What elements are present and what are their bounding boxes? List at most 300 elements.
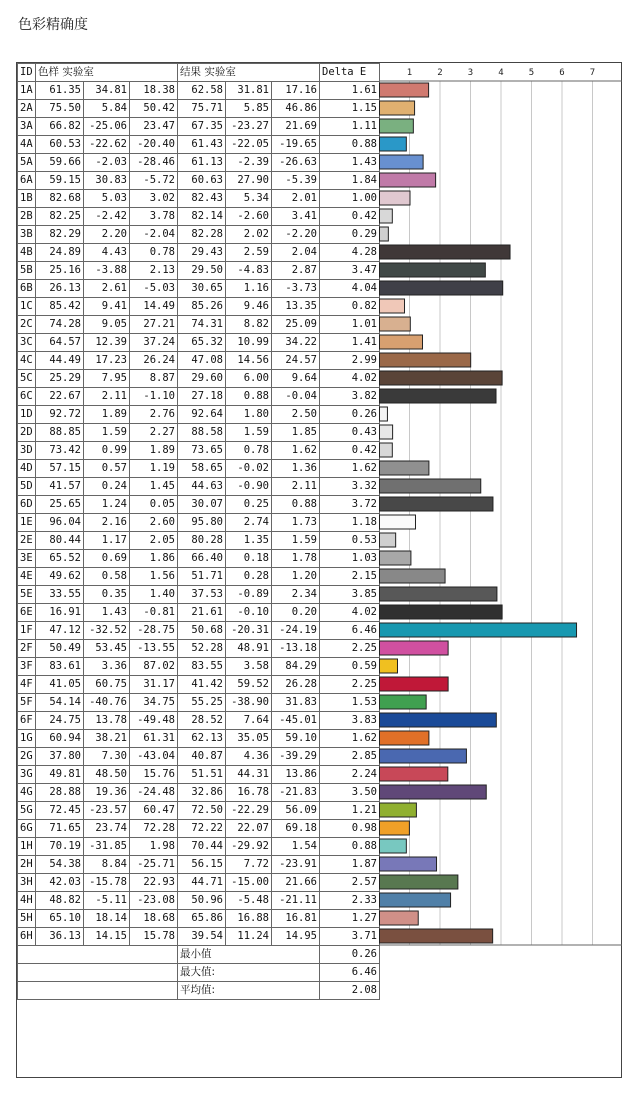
cell-sample-l: 59.15 (36, 172, 84, 190)
cell-sample-a: 1.43 (84, 604, 130, 622)
bar-4C (380, 353, 471, 367)
table-row (18, 586, 380, 604)
summary-empty-cell (18, 964, 178, 982)
cell-sample-l: 60.94 (36, 730, 84, 748)
cell-result-b: -5.39 (272, 172, 320, 190)
cell-sample-b: 1.40 (130, 586, 178, 604)
color-accuracy-table (17, 63, 380, 1000)
table-row (18, 208, 380, 226)
cell-result-b: -3.73 (272, 280, 320, 298)
cell-sample-b: -20.40 (130, 136, 178, 154)
bar-3A (380, 119, 414, 133)
cell-delta-e: 3.85 (320, 586, 380, 604)
cell-result-a: 8.82 (226, 316, 272, 334)
cell-result-l: 50.68 (178, 622, 226, 640)
cell-result-a: 1.16 (226, 280, 272, 298)
cell-result-b: -23.91 (272, 856, 320, 874)
cell-result-b: 56.09 (272, 802, 320, 820)
cell-sample-l: 44.49 (36, 352, 84, 370)
cell-result-b: 59.10 (272, 730, 320, 748)
cell-id: 2H (18, 856, 36, 874)
cell-result-b: -0.04 (272, 388, 320, 406)
x-tick-label: 6 (559, 68, 565, 78)
cell-delta-e: 6.46 (320, 622, 380, 640)
cell-sample-a: 2.11 (84, 388, 130, 406)
cell-delta-e: 1.41 (320, 334, 380, 352)
cell-result-b: 31.83 (272, 694, 320, 712)
cell-sample-l: 82.25 (36, 208, 84, 226)
cell-result-b: -2.20 (272, 226, 320, 244)
cell-result-l: 82.28 (178, 226, 226, 244)
cell-sample-b: 0.78 (130, 244, 178, 262)
cell-result-a: 48.91 (226, 640, 272, 658)
cell-sample-l: 80.44 (36, 532, 84, 550)
cell-result-l: 61.13 (178, 154, 226, 172)
bar-3G (380, 767, 448, 781)
table-row (18, 604, 380, 622)
cell-sample-b: 37.24 (130, 334, 178, 352)
cell-delta-e: 1.62 (320, 730, 380, 748)
cell-sample-l: 41.05 (36, 676, 84, 694)
summary-value: 2.08 (320, 982, 380, 1000)
cell-result-b: 1.36 (272, 460, 320, 478)
cell-result-b: 0.20 (272, 604, 320, 622)
cell-sample-a: 30.83 (84, 172, 130, 190)
cell-result-a: 22.07 (226, 820, 272, 838)
cell-delta-e: 2.25 (320, 676, 380, 694)
cell-delta-e: 1.84 (320, 172, 380, 190)
cell-sample-l: 65.10 (36, 910, 84, 928)
cell-sample-a: 12.39 (84, 334, 130, 352)
cell-sample-l: 54.38 (36, 856, 84, 874)
table-row (18, 406, 380, 424)
cell-sample-b: 8.87 (130, 370, 178, 388)
cell-id: 6G (18, 820, 36, 838)
cell-id: 6A (18, 172, 36, 190)
table-row (18, 568, 380, 586)
cell-sample-b: 15.76 (130, 766, 178, 784)
cell-result-a: 27.90 (226, 172, 272, 190)
cell-sample-a: -2.03 (84, 154, 130, 172)
cell-result-b: -13.18 (272, 640, 320, 658)
table-row (18, 658, 380, 676)
table-row (18, 226, 380, 244)
cell-sample-b: 60.47 (130, 802, 178, 820)
cell-sample-l: 54.14 (36, 694, 84, 712)
cell-result-b: 2.11 (272, 478, 320, 496)
cell-sample-b: 23.47 (130, 118, 178, 136)
cell-sample-l: 26.13 (36, 280, 84, 298)
cell-result-a: 1.59 (226, 424, 272, 442)
cell-sample-a: -25.06 (84, 118, 130, 136)
cell-id: 5C (18, 370, 36, 388)
bar-2D (380, 425, 393, 439)
cell-sample-a: 3.36 (84, 658, 130, 676)
cell-sample-l: 49.62 (36, 568, 84, 586)
table-row (18, 892, 380, 910)
cell-result-a: 0.25 (226, 496, 272, 514)
cell-result-l: 72.50 (178, 802, 226, 820)
cell-sample-l: 25.29 (36, 370, 84, 388)
bar-4H (380, 893, 451, 907)
bar-4G (380, 785, 487, 799)
bar-2C (380, 317, 411, 331)
cell-id: 3C (18, 334, 36, 352)
cell-result-a: 6.00 (226, 370, 272, 388)
bar-5F (380, 695, 427, 709)
cell-sample-b: 2.27 (130, 424, 178, 442)
cell-result-l: 51.51 (178, 766, 226, 784)
summary-label: 最大值: (178, 964, 320, 982)
cell-sample-l: 22.67 (36, 388, 84, 406)
bar-1A (380, 83, 429, 97)
bar-4E (380, 569, 446, 583)
bar-6C (380, 389, 497, 403)
delta-e-bar-chart (379, 63, 622, 1077)
cell-result-b: 0.88 (272, 496, 320, 514)
cell-sample-b: 2.60 (130, 514, 178, 532)
cell-id: 4C (18, 352, 36, 370)
cell-sample-a: -2.42 (84, 208, 130, 226)
table-row (18, 262, 380, 280)
cell-result-b: 34.22 (272, 334, 320, 352)
bar-3H (380, 875, 458, 889)
cell-sample-b: -23.08 (130, 892, 178, 910)
cell-id: 3E (18, 550, 36, 568)
cell-result-a: 2.74 (226, 514, 272, 532)
cell-delta-e: 1.43 (320, 154, 380, 172)
cell-sample-b: 1.45 (130, 478, 178, 496)
cell-result-a: 10.99 (226, 334, 272, 352)
cell-sample-b: -5.03 (130, 280, 178, 298)
cell-result-a: 5.85 (226, 100, 272, 118)
cell-result-l: 29.50 (178, 262, 226, 280)
cell-sample-l: 25.65 (36, 496, 84, 514)
cell-id: 1H (18, 838, 36, 856)
bar-3B (380, 227, 389, 241)
cell-sample-l: 70.19 (36, 838, 84, 856)
cell-delta-e: 1.21 (320, 802, 380, 820)
cell-result-l: 21.61 (178, 604, 226, 622)
cell-sample-b: 3.78 (130, 208, 178, 226)
cell-delta-e: 4.02 (320, 604, 380, 622)
cell-sample-a: 2.20 (84, 226, 130, 244)
cell-result-l: 82.43 (178, 190, 226, 208)
cell-delta-e: 0.82 (320, 298, 380, 316)
bar-1G (380, 731, 429, 745)
table-row (18, 766, 380, 784)
cell-sample-a: 8.84 (84, 856, 130, 874)
cell-result-l: 39.54 (178, 928, 226, 946)
cell-result-b: 1.78 (272, 550, 320, 568)
cell-sample-a: 2.16 (84, 514, 130, 532)
cell-sample-a: 7.30 (84, 748, 130, 766)
cell-id: 4B (18, 244, 36, 262)
cell-delta-e: 1.15 (320, 100, 380, 118)
cell-result-a: 7.72 (226, 856, 272, 874)
cell-sample-a: 9.05 (84, 316, 130, 334)
cell-sample-a: -31.85 (84, 838, 130, 856)
cell-sample-a: 17.23 (84, 352, 130, 370)
cell-result-a: 1.80 (226, 406, 272, 424)
cell-delta-e: 3.32 (320, 478, 380, 496)
x-tick-label: 7 (589, 68, 596, 78)
cell-result-b: -19.65 (272, 136, 320, 154)
table-row (18, 118, 380, 136)
cell-sample-a: -22.62 (84, 136, 130, 154)
table-row (18, 640, 380, 658)
cell-sample-a: -40.76 (84, 694, 130, 712)
cell-result-l: 65.32 (178, 334, 226, 352)
cell-sample-a: 48.50 (84, 766, 130, 784)
bar-6B (380, 281, 503, 295)
cell-result-l: 30.65 (178, 280, 226, 298)
cell-sample-l: 96.04 (36, 514, 84, 532)
cell-id: 5H (18, 910, 36, 928)
cell-sample-b: 1.86 (130, 550, 178, 568)
table-row (18, 154, 380, 172)
cell-sample-l: 25.16 (36, 262, 84, 280)
cell-result-b: 1.85 (272, 424, 320, 442)
cell-sample-b: -25.71 (130, 856, 178, 874)
cell-result-b: 13.35 (272, 298, 320, 316)
cell-sample-l: 42.03 (36, 874, 84, 892)
table-row (18, 928, 380, 946)
cell-id: 2A (18, 100, 36, 118)
cell-id: 4D (18, 460, 36, 478)
cell-result-l: 52.28 (178, 640, 226, 658)
cell-id: 6H (18, 928, 36, 946)
table-row (18, 550, 380, 568)
cell-id: 2C (18, 316, 36, 334)
cell-result-b: 1.54 (272, 838, 320, 856)
table-row (18, 496, 380, 514)
cell-sample-b: 34.75 (130, 694, 178, 712)
cell-sample-l: 33.55 (36, 586, 84, 604)
cell-sample-b: 14.49 (130, 298, 178, 316)
cell-delta-e: 0.53 (320, 532, 380, 550)
cell-delta-e: 2.33 (320, 892, 380, 910)
cell-delta-e: 1.53 (320, 694, 380, 712)
cell-sample-a: 1.17 (84, 532, 130, 550)
cell-result-b: 14.95 (272, 928, 320, 946)
table-row (18, 910, 380, 928)
cell-id: 1F (18, 622, 36, 640)
cell-id: 1G (18, 730, 36, 748)
color-accuracy-sheet (16, 62, 622, 1078)
bar-2F (380, 641, 449, 655)
cell-id: 2G (18, 748, 36, 766)
cell-sample-a: 0.58 (84, 568, 130, 586)
bar-1E (380, 515, 416, 529)
cell-id: 3D (18, 442, 36, 460)
cell-result-b: 1.20 (272, 568, 320, 586)
cell-result-a: -23.27 (226, 118, 272, 136)
bar-2E (380, 533, 396, 547)
cell-result-l: 88.58 (178, 424, 226, 442)
cell-result-l: 72.22 (178, 820, 226, 838)
table-row (18, 352, 380, 370)
table-row (18, 532, 380, 550)
cell-sample-l: 83.61 (36, 658, 84, 676)
table-row (18, 442, 380, 460)
summary-label: 最小值 (178, 946, 320, 964)
bar-5H (380, 911, 419, 925)
cell-sample-l: 41.57 (36, 478, 84, 496)
cell-sample-a: 19.36 (84, 784, 130, 802)
cell-sample-a: 53.45 (84, 640, 130, 658)
cell-result-b: 2.04 (272, 244, 320, 262)
cell-delta-e: 1.03 (320, 550, 380, 568)
cell-result-l: 55.25 (178, 694, 226, 712)
cell-delta-e: 3.82 (320, 388, 380, 406)
cell-id: 4G (18, 784, 36, 802)
cell-sample-a: 1.89 (84, 406, 130, 424)
cell-result-b: 1.59 (272, 532, 320, 550)
cell-result-l: 75.71 (178, 100, 226, 118)
bar-2A (380, 101, 415, 115)
bar-5B (380, 263, 486, 277)
summary-row (18, 964, 380, 982)
cell-result-b: -39.29 (272, 748, 320, 766)
cell-id: 5B (18, 262, 36, 280)
cell-result-a: -4.83 (226, 262, 272, 280)
cell-result-l: 32.86 (178, 784, 226, 802)
cell-id: 1A (18, 82, 36, 100)
table-row (18, 784, 380, 802)
summary-empty-cell (18, 982, 178, 1000)
cell-result-a: 44.31 (226, 766, 272, 784)
cell-id: 5E (18, 586, 36, 604)
table-row (18, 694, 380, 712)
cell-result-b: 16.81 (272, 910, 320, 928)
cell-delta-e: 2.24 (320, 766, 380, 784)
bar-4A (380, 137, 407, 151)
cell-id: 5F (18, 694, 36, 712)
bar-2B (380, 209, 393, 223)
cell-sample-a: 1.24 (84, 496, 130, 514)
cell-delta-e: 1.62 (320, 460, 380, 478)
cell-sample-l: 50.49 (36, 640, 84, 658)
cell-delta-e: 3.72 (320, 496, 380, 514)
cell-sample-l: 36.13 (36, 928, 84, 946)
cell-result-l: 40.87 (178, 748, 226, 766)
cell-result-l: 74.31 (178, 316, 226, 334)
cell-sample-l: 64.57 (36, 334, 84, 352)
cell-id: 1D (18, 406, 36, 424)
cell-result-l: 56.15 (178, 856, 226, 874)
bar-6D (380, 497, 493, 511)
cell-result-a: 16.78 (226, 784, 272, 802)
cell-sample-b: 26.24 (130, 352, 178, 370)
table-row (18, 424, 380, 442)
cell-sample-b: 22.93 (130, 874, 178, 892)
cell-sample-l: 85.42 (36, 298, 84, 316)
cell-id: 1B (18, 190, 36, 208)
summary-value: 0.26 (320, 946, 380, 964)
summary-row (18, 982, 380, 1000)
cell-result-l: 95.80 (178, 514, 226, 532)
cell-id: 2F (18, 640, 36, 658)
cell-delta-e: 2.57 (320, 874, 380, 892)
cell-result-b: 2.87 (272, 262, 320, 280)
cell-id: 6C (18, 388, 36, 406)
bar-6F (380, 713, 497, 727)
cell-id: 1C (18, 298, 36, 316)
table-row (18, 190, 380, 208)
table-row (18, 514, 380, 532)
cell-sample-l: 60.53 (36, 136, 84, 154)
cell-result-l: 65.86 (178, 910, 226, 928)
summary-row (18, 946, 380, 964)
cell-sample-a: 0.24 (84, 478, 130, 496)
cell-result-l: 62.13 (178, 730, 226, 748)
cell-sample-a: 9.41 (84, 298, 130, 316)
table-row (18, 298, 380, 316)
bar-3D (380, 443, 393, 457)
cell-id: 5A (18, 154, 36, 172)
cell-result-b: 46.86 (272, 100, 320, 118)
cell-result-b: 3.41 (272, 208, 320, 226)
cell-result-b: 1.62 (272, 442, 320, 460)
cell-id: 5G (18, 802, 36, 820)
cell-result-a: -0.02 (226, 460, 272, 478)
x-tick-label: 5 (528, 68, 535, 78)
bar-1B (380, 191, 411, 205)
table-row (18, 172, 380, 190)
cell-delta-e: 4.28 (320, 244, 380, 262)
cell-sample-a: 60.75 (84, 676, 130, 694)
cell-result-b: 84.29 (272, 658, 320, 676)
cell-sample-l: 47.12 (36, 622, 84, 640)
table-row (18, 460, 380, 478)
bar-1H (380, 839, 407, 853)
cell-result-l: 82.14 (178, 208, 226, 226)
cell-id: 1E (18, 514, 36, 532)
cell-sample-b: 3.02 (130, 190, 178, 208)
cell-delta-e: 1.11 (320, 118, 380, 136)
cell-result-b: 1.73 (272, 514, 320, 532)
cell-sample-a: 2.61 (84, 280, 130, 298)
cell-sample-b: 15.78 (130, 928, 178, 946)
cell-sample-b: -1.10 (130, 388, 178, 406)
cell-result-l: 28.52 (178, 712, 226, 730)
cell-result-l: 66.40 (178, 550, 226, 568)
cell-sample-l: 24.89 (36, 244, 84, 262)
cell-sample-a: 34.81 (84, 82, 130, 100)
cell-result-a: 0.88 (226, 388, 272, 406)
cell-sample-l: 74.28 (36, 316, 84, 334)
bar-6G (380, 821, 410, 835)
x-tick-label: 3 (467, 68, 474, 78)
cell-result-l: 70.44 (178, 838, 226, 856)
cell-result-b: 13.86 (272, 766, 320, 784)
table-row (18, 856, 380, 874)
cell-result-b: 69.18 (272, 820, 320, 838)
cell-sample-b: -13.55 (130, 640, 178, 658)
cell-id: 4E (18, 568, 36, 586)
cell-sample-a: 7.95 (84, 370, 130, 388)
cell-sample-a: -5.11 (84, 892, 130, 910)
cell-result-l: 30.07 (178, 496, 226, 514)
cell-sample-a: 38.21 (84, 730, 130, 748)
cell-sample-b: 2.13 (130, 262, 178, 280)
cell-delta-e: 3.50 (320, 784, 380, 802)
cell-delta-e: 0.42 (320, 208, 380, 226)
cell-id: 6E (18, 604, 36, 622)
summary-value: 6.46 (320, 964, 380, 982)
cell-sample-l: 71.65 (36, 820, 84, 838)
